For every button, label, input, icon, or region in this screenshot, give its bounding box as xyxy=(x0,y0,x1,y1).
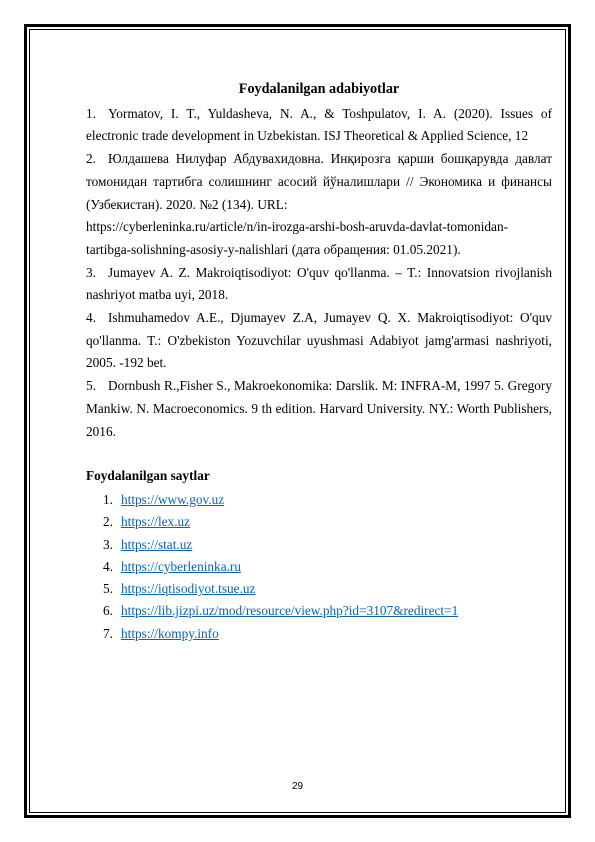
sites-list xyxy=(86,489,552,645)
reference-item-1 xyxy=(86,103,552,148)
reference-item-4 xyxy=(86,307,552,375)
site-item xyxy=(103,578,552,600)
reference-text: Юлдашева Нилуфар Абдувахидовна. Инқирозга қарши бошқарувда давлат томонидан тартибга солишнинг асосий йўналишлари // Экономика и финансы (Узбекистан). 2020. №2 (134). URL: xyxy=(86,151,552,212)
reference-number: 4. xyxy=(86,310,96,326)
reference-text-part-c: tartibga-solishning-asosiy-y-nalishlari (дата обращения: 01.05.2021). xyxy=(86,241,461,257)
site-number: 7. xyxy=(103,625,113,641)
reference-url-part: https://cyberleninka.ru/article/n/in-irozga-arshi-bosh-aruvda-davlat-tomonidan- xyxy=(86,219,509,235)
site-item xyxy=(103,511,552,533)
reference-text: Dornbush R.,Fisher S., Makroekonomika: Darslik. M: INFRA-M, 1997 5. Gregory Mankiw. N. Macroeconomics. 9 th edition. Harvard University. NY.: Worth Publishers, 2016. xyxy=(86,378,552,439)
page-title: Foydalanilgan adabiyotlar xyxy=(238,81,400,97)
site-link[interactable]: https://lex.uz xyxy=(121,514,191,530)
page-number: 29 xyxy=(291,781,304,792)
site-item xyxy=(103,623,552,645)
site-link[interactable]: https://cyberleninka.ru xyxy=(121,558,242,574)
reference-number: 5. xyxy=(86,378,96,394)
site-number: 2. xyxy=(103,514,113,530)
reference-text: Yormatov, I. T., Yuldasheva, N. A., & Toshpulatov, I. A. (2020). Issues of electronic trade development in Uzbekistan. ISJ Theoretical & Applied Science, 12 xyxy=(86,105,552,144)
reference-item-3 xyxy=(86,262,552,307)
site-link[interactable]: https://iqtisodiyot.tsue.uz xyxy=(121,581,256,597)
site-item xyxy=(103,534,552,556)
site-item xyxy=(103,556,552,578)
reference-item-2 xyxy=(86,148,552,262)
sites-section-title: Foydalanilgan saytlar xyxy=(86,468,210,484)
page-content xyxy=(86,78,552,645)
site-link[interactable]: https://www.gov.uz xyxy=(121,491,225,507)
site-item xyxy=(103,600,552,622)
reference-text-part-a xyxy=(86,148,552,216)
site-link[interactable]: https://kompy.info xyxy=(121,625,219,641)
site-number: 1. xyxy=(103,491,113,507)
reference-text: Jumayev A. Z. Makroiqtisodiyot: O'quv qo'llanma. – T.: Innovatsion rivojlanish nashriyot matba uyi, 2018. xyxy=(86,264,552,303)
site-link[interactable]: https://lib.jizpi.uz/mod/resource/view.php?id=3107&redirect=1 xyxy=(121,603,459,619)
site-number: 5. xyxy=(103,581,113,597)
site-item xyxy=(103,489,552,511)
site-number: 6. xyxy=(103,603,113,619)
reference-text: Ishmuhamedov A.E., Djumayev Z.A, Jumayev Q. X. Makroiqtisodiyot: O'quv qo'llanma. T.: O'zbekiston Yozuvchilar uyushmasi Adabiyot jamg'armasi nashriyoti, 2005. -192 bet. xyxy=(86,310,552,371)
reference-item-5 xyxy=(86,375,552,443)
site-number: 3. xyxy=(103,536,113,552)
reference-number: 1. xyxy=(86,105,96,121)
site-number: 4. xyxy=(103,558,113,574)
reference-number: 3. xyxy=(86,264,96,280)
site-link[interactable]: https://stat.uz xyxy=(121,536,193,552)
reference-number: 2. xyxy=(86,151,96,167)
